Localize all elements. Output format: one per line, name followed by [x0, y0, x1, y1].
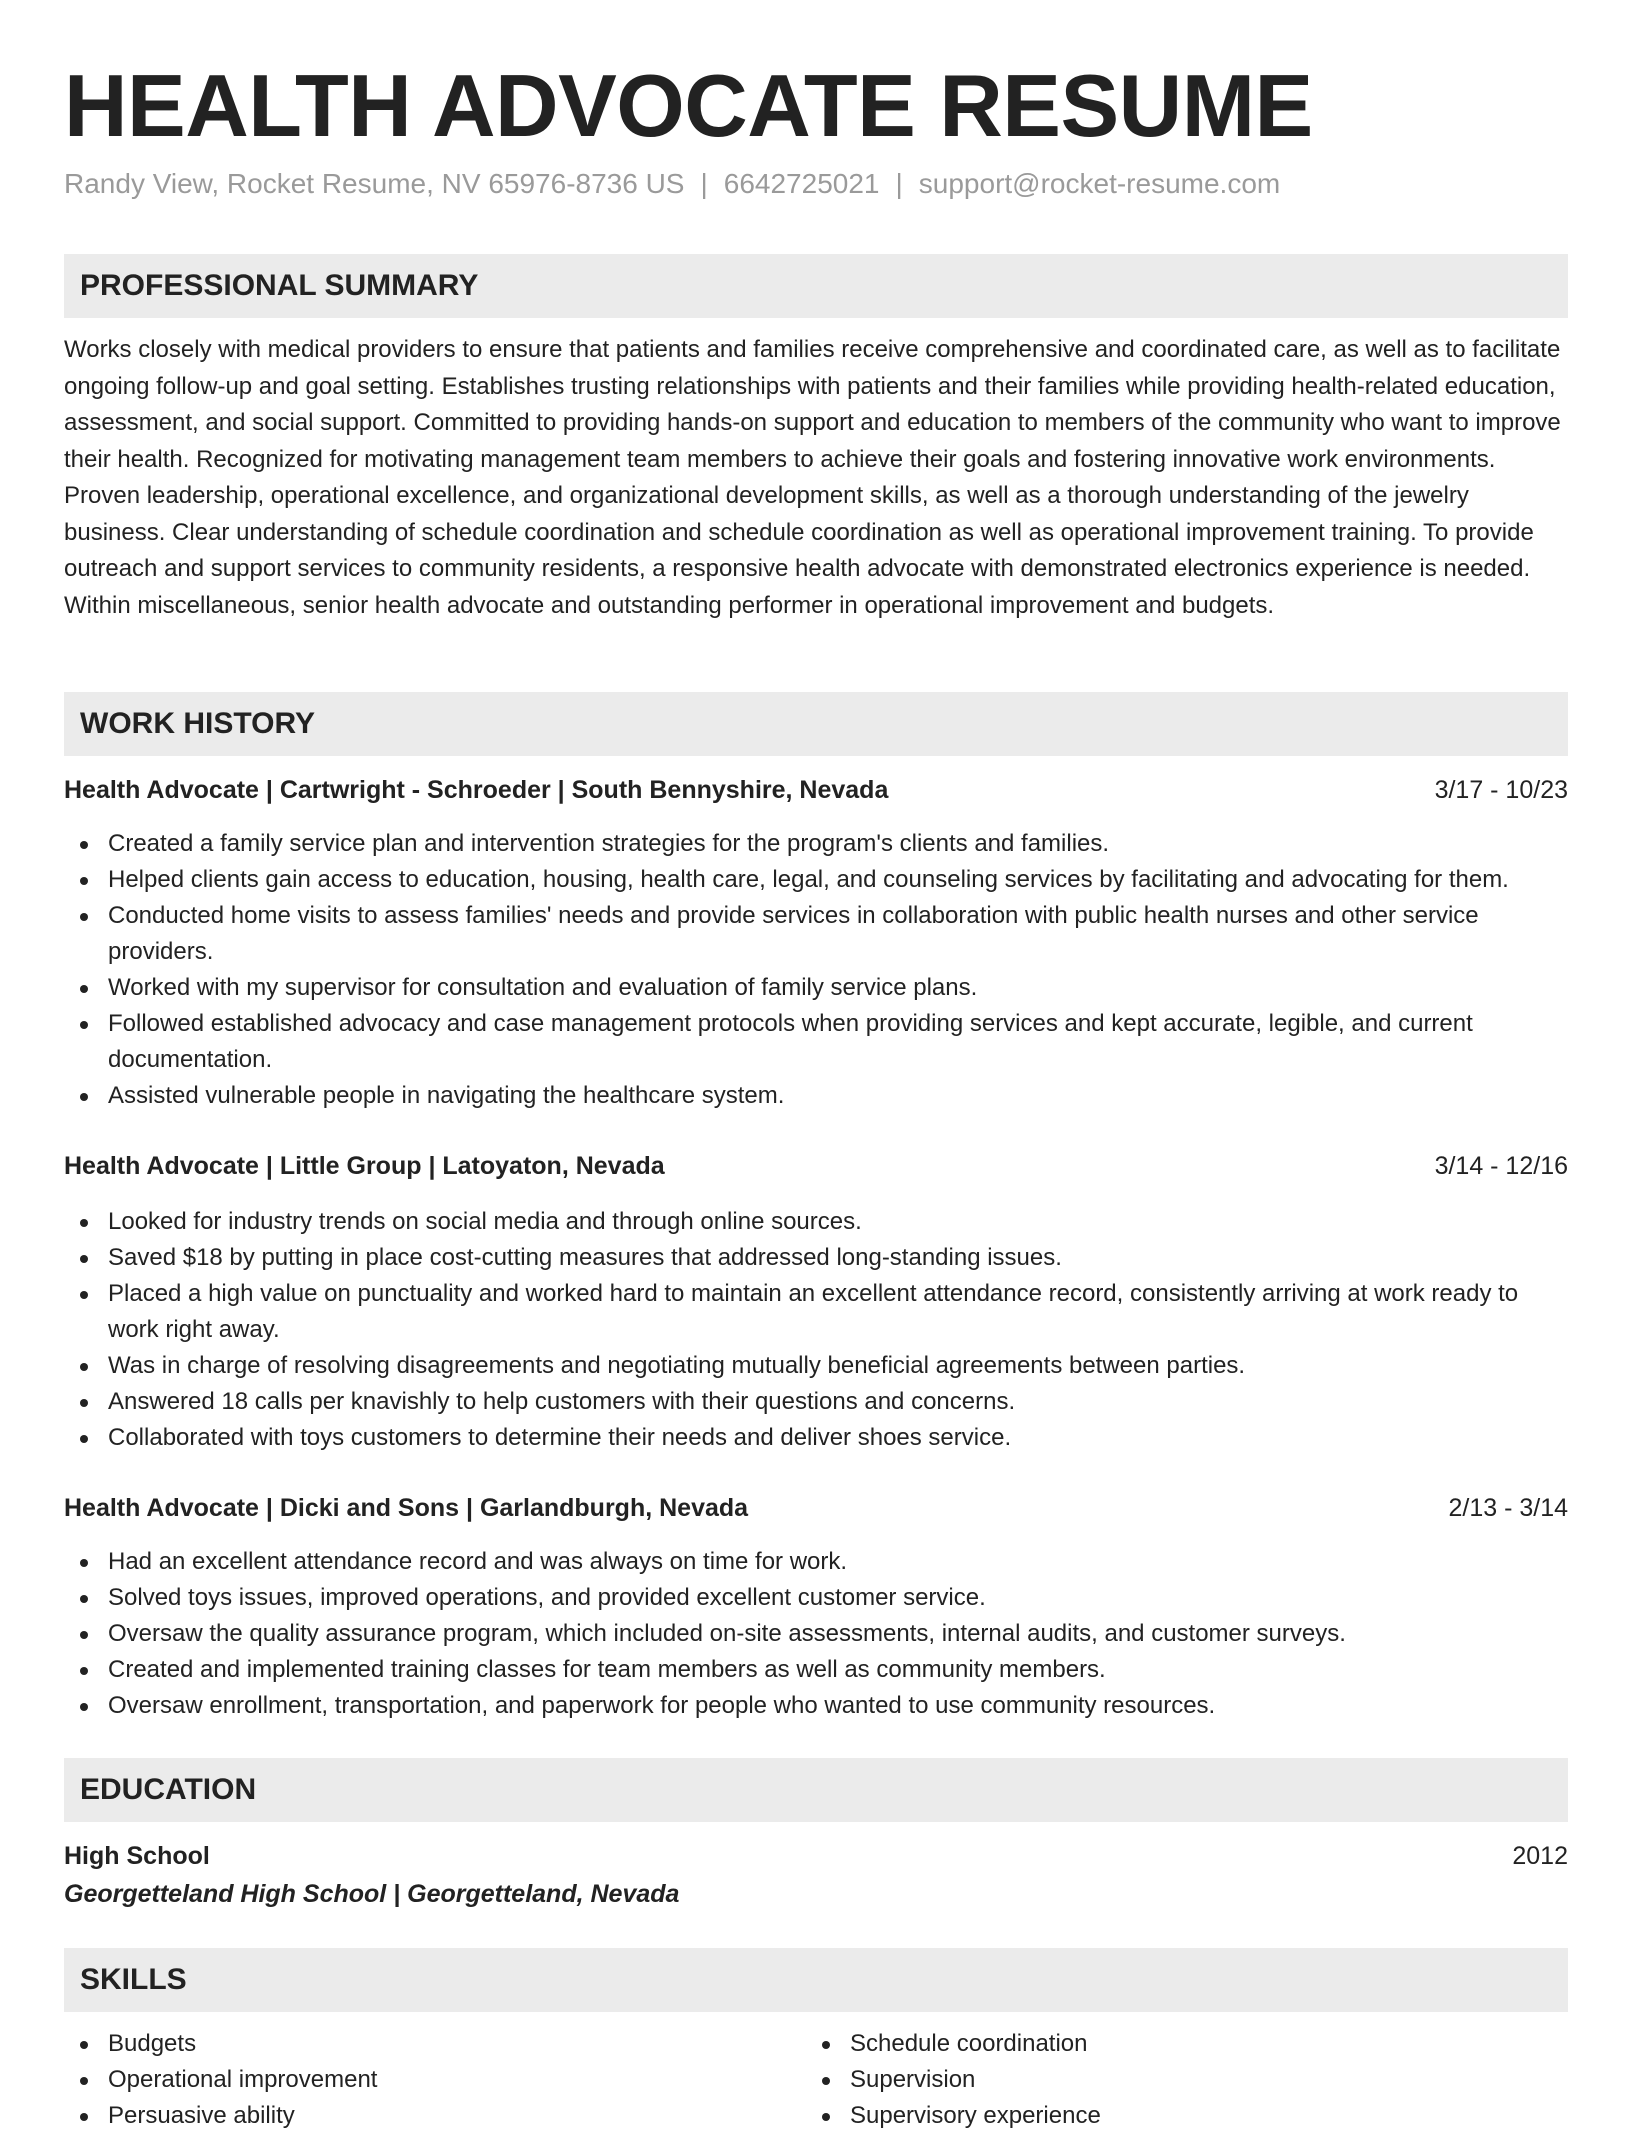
list-item: Created a family service plan and intervention strategies for the program's clients and families.	[64, 826, 1568, 862]
skill-item: Operational improvement	[64, 2062, 764, 2098]
skill-item: Supervision	[806, 2062, 1506, 2098]
job-dates: 2/13 - 3/14	[1448, 1494, 1568, 1522]
list-item: Saved $18 by putting in place cost-cutting measures that addressed long-standing issues.	[64, 1240, 1568, 1276]
job-title: Health Advocate | Little Group | Latoyaton, Nevada	[64, 1152, 665, 1180]
section-header-summary	[64, 254, 1568, 318]
contact-phone: 6642725021	[723, 168, 880, 199]
section-header-education	[64, 1758, 1568, 1822]
list-item: Was in charge of resolving disagreements and negotiating mutually beneficial agreements between parties.	[64, 1348, 1568, 1384]
list-item: Looked for industry trends on social media and through online sources.	[64, 1204, 1568, 1240]
section-title: EDUCATION	[80, 1773, 257, 1806]
skills-list-right	[806, 2026, 1506, 2134]
list-item: Collaborated with toys customers to determine their needs and deliver shoes service.	[64, 1420, 1568, 1456]
list-item: Oversaw the quality assurance program, which included on-site assessments, internal audits, and customer surveys.	[64, 1616, 1568, 1652]
skill-item: Persuasive ability	[64, 2098, 764, 2134]
list-item: Followed established advocacy and case management protocols when providing services and kept accurate, legible, and current documentation.	[64, 1006, 1568, 1078]
list-item: Placed a high value on punctuality and worked hard to maintain an excellent attendance record, consistently arriving at work ready to work right away.	[64, 1276, 1568, 1348]
section-title: SKILLS	[80, 1963, 187, 1996]
contact-separator: |	[700, 168, 708, 199]
list-item: Solved toys issues, improved operations, and provided excellent customer service.	[64, 1580, 1568, 1616]
contact-address: Randy View, Rocket Resume, NV 65976-8736 US	[64, 168, 685, 199]
section-header-skills	[64, 1948, 1568, 2012]
list-item: Created and implemented training classes for team members as well as community members.	[64, 1652, 1568, 1688]
job-bullets	[64, 826, 1568, 1114]
skill-item: Schedule coordination	[806, 2026, 1506, 2062]
skill-item: Budgets	[64, 2026, 764, 2062]
contact-line	[64, 166, 1280, 202]
contact-separator: |	[895, 168, 903, 199]
job-dates: 3/17 - 10/23	[1434, 776, 1568, 804]
resume-title: HEALTH ADVOCATE RESUME	[64, 56, 1313, 155]
resume-page	[64, 0, 1568, 2129]
section-title: WORK HISTORY	[80, 707, 316, 740]
job-dates: 3/14 - 12/16	[1434, 1152, 1568, 1180]
job-header	[64, 772, 1568, 808]
job-title: Health Advocate | Dicki and Sons | Garlandburgh, Nevada	[64, 1494, 749, 1522]
education-degree: High School	[64, 1842, 210, 1870]
list-item: Assisted vulnerable people in navigating the healthcare system.	[64, 1078, 1568, 1114]
skills-list-left	[64, 2026, 764, 2134]
list-item: Oversaw enrollment, transportation, and paperwork for people who wanted to use community resources.	[64, 1688, 1568, 1724]
skill-item: Supervisory experience	[806, 2098, 1506, 2134]
list-item: Conducted home visits to assess families' needs and provide services in collaboration with public health nurses and other service providers.	[64, 898, 1568, 970]
section-title: PROFESSIONAL SUMMARY	[80, 269, 479, 302]
education-school: Georgetteland High School | Georgetteland, Nevada	[64, 1880, 680, 1908]
education-header	[64, 1838, 1568, 1874]
summary-text: Works closely with medical providers to ensure that patients and families receive comprehensive and coordinated care, as well as to facilitate ongoing follow-up and goal setting. Establishes trusting relationships with patients and their families while providing health-related education, assessment, and social support. Committed to providing hands-on support and education to members of the community who want to improve their health. Recognized for motivating management team members to achieve their goals and fostering innovative work environments. Proven leadership, operational excellence, and organizational development skills, as well as a thorough understanding of the jewelry business. Clear understanding of schedule coordination and schedule coordination as well as operational improvement training. To provide outreach and support services to community residents, a responsive health advocate with demonstrated electronics experience is needed. Within miscellaneous, senior health advocate and outstanding performer in operational improvement and budgets.	[64, 336, 1561, 619]
list-item: Answered 18 calls per knavishly to help customers with their questions and concerns.	[64, 1384, 1568, 1420]
job-bullets	[64, 1204, 1568, 1456]
contact-email: support@rocket-resume.com	[918, 168, 1281, 199]
education-year: 2012	[1512, 1842, 1568, 1870]
list-item: Helped clients gain access to education, housing, health care, legal, and counseling services by facilitating and advocating for them.	[64, 862, 1568, 898]
job-title: Health Advocate | Cartwright - Schroeder | South Bennyshire, Nevada	[64, 776, 889, 804]
job-header	[64, 1490, 1568, 1526]
section-header-work	[64, 692, 1568, 756]
job-bullets	[64, 1544, 1568, 1724]
list-item: Had an excellent attendance record and was always on time for work.	[64, 1544, 1568, 1580]
list-item: Worked with my supervisor for consultation and evaluation of family service plans.	[64, 970, 1568, 1006]
job-header	[64, 1148, 1568, 1184]
